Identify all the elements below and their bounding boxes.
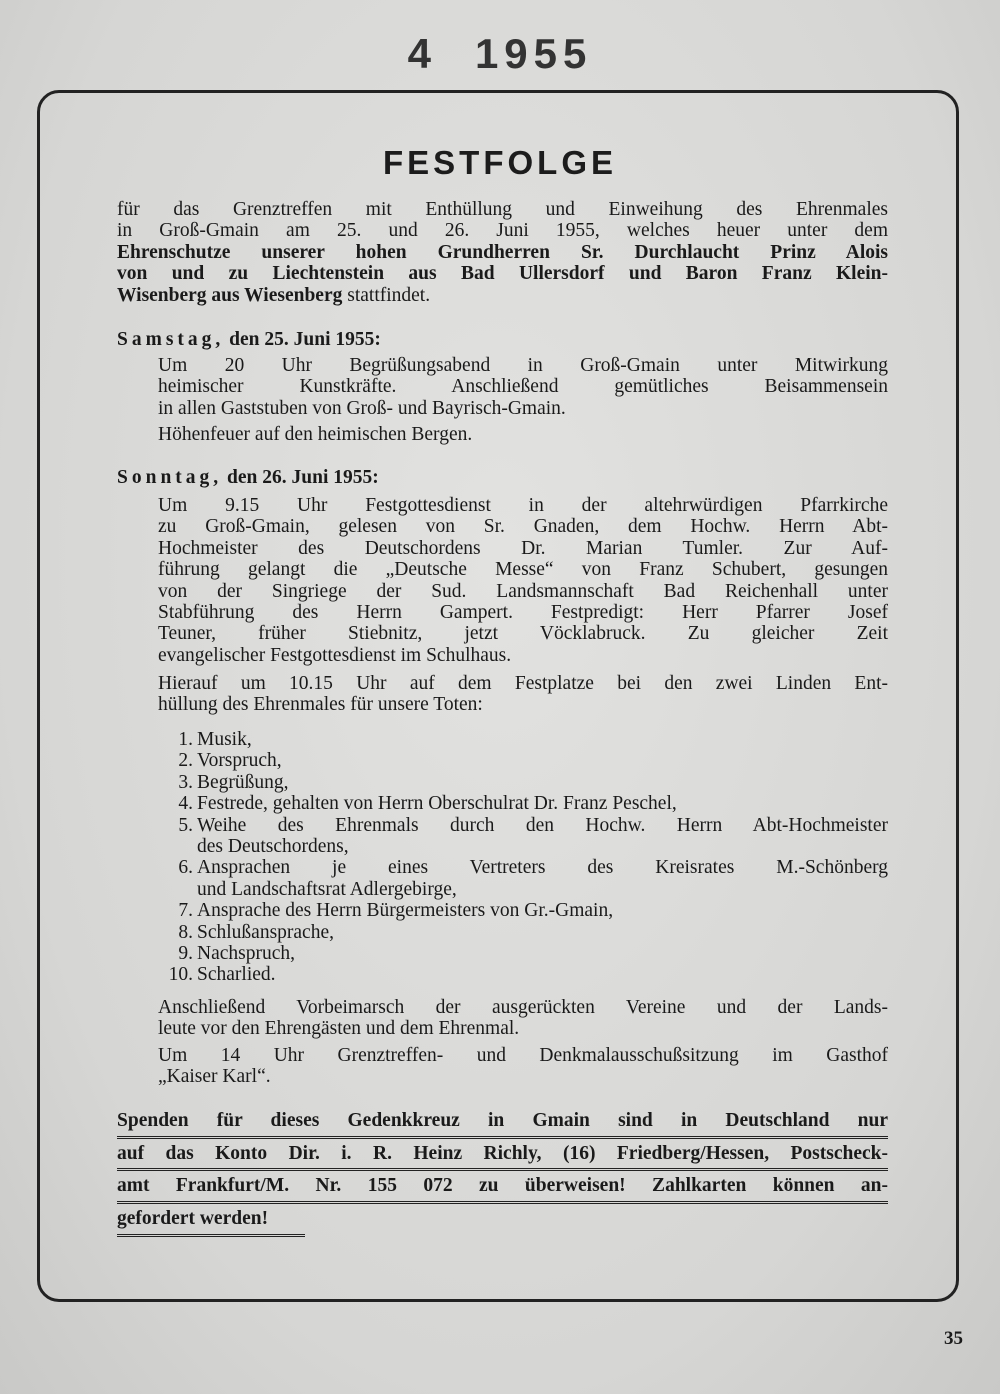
text: heimischer Kunstkräfte. Anschließend gemütliches Beisammensein <box>158 376 888 398</box>
text: Höhenfeuer auf den heimischen Bergen. <box>158 424 473 445</box>
text: Anschließend Vorbeimarsch der ausgerückten Vereine und der Lands- <box>158 997 888 1018</box>
text: zu Groß-Gmain, gelesen von Sr. Gnaden, dem Hochw. Herrn Abt- <box>158 516 888 538</box>
saturday-bonfire <box>158 424 888 445</box>
program-item-text: Festrede, gehalten von Herrn Oberschulrat Dr. Franz Peschel, <box>197 793 677 815</box>
program-item <box>165 729 888 750</box>
issue-header <box>0 30 1000 78</box>
sunday-heading: Sonntag, den 26. Juni 1955: <box>117 467 379 488</box>
saturday-heading: Samstag, den 25. Juni 1955: <box>117 329 381 350</box>
sunday-march-paragraph <box>158 997 888 1040</box>
text-line <box>117 199 888 220</box>
text-line <box>158 694 888 715</box>
text: „Kaiser Karl“. <box>158 1066 271 1088</box>
bold-text: von und zu Liechtenstein aus Bad Ullersdorf und Baron Franz Klein- <box>117 263 888 285</box>
program-item-text: Schlußansprache, <box>197 921 334 943</box>
sunday-meeting-paragraph <box>158 1045 888 1088</box>
text-line <box>117 285 888 306</box>
text: führung gelangt die „Deutsche Messe“ von Franz Schubert, gesungen <box>158 559 888 581</box>
program-item <box>165 900 888 921</box>
text: für das Grenztreffen mit Enthüllung und Einweihung des Ehrenmales <box>117 199 888 220</box>
text: von der Singriege der Sud. Landsmannschaft Bad Reichenhall unter <box>158 580 888 602</box>
bold-text: Wisenberg aus Wiesenberg <box>117 284 343 306</box>
program-item <box>165 943 888 964</box>
program-item-text: und Landschaftsrat Adlergebirge, <box>197 878 457 900</box>
text-line <box>158 538 888 559</box>
text-line <box>158 398 888 419</box>
text: in Groß-Gmain am 25. und 26. Juni 1955, welches heuer unter dem <box>117 220 888 242</box>
program-item-text: Nachspruch, <box>197 942 296 964</box>
text-line <box>158 559 888 580</box>
program-item-text: Vorspruch, <box>197 750 282 772</box>
text: in allen Gaststuben von Groß- und Bayrisch-Gmain. <box>158 397 566 419</box>
program-item <box>165 857 888 900</box>
text-line <box>158 1066 888 1087</box>
text: Um 9.15 Uhr Festgottesdienst in der altehrwürdigen Pfarrkirche <box>158 495 888 516</box>
donation-line: gefordert werden! <box>117 1204 305 1237</box>
text: Hierauf um 10.15 Uhr auf dem Festplatze bei den zwei Linden Ent- <box>158 673 888 694</box>
program-item-text: Scharlied. <box>197 964 276 986</box>
donation-line: amt Frankfurt/M. Nr. 155 072 zu überweisen! Zahlkarten können an- <box>117 1171 888 1204</box>
text: Stabführung des Herrn Gampert. Festpredigt: Herr Pfarrer Josef <box>158 601 888 623</box>
text-line <box>158 1018 888 1039</box>
sunday-mass-paragraph <box>158 495 888 666</box>
text-line <box>158 602 888 623</box>
program-item <box>165 793 888 814</box>
program-item <box>165 750 888 771</box>
program-item-number: 4. <box>178 793 193 815</box>
page-number: 35 <box>944 1328 963 1349</box>
text-line <box>158 1045 888 1066</box>
program-item-number: 2. <box>178 750 193 772</box>
program-item-text: Ansprachen je eines Vertreters des Kreisrates M.-Schönberg <box>197 857 888 879</box>
donation-line: Spenden für dieses Gedenkkreuz in Gmain sind in Deutschland nur <box>117 1106 888 1139</box>
text: evangelischer Festgottesdienst im Schulhaus. <box>158 644 512 666</box>
program-item <box>165 772 888 793</box>
bold-text: Ehrenschutze unserer hohen Grundherren Sr. Durchlaucht Prinz Alois <box>117 241 888 263</box>
text-line <box>117 263 888 284</box>
program-list <box>165 729 888 986</box>
donation-notice <box>117 1106 888 1237</box>
text: Hochmeister des Deutschordens Dr. Marian Tumler. Zur Auf- <box>158 537 888 559</box>
program-item-text: Musik, <box>197 729 252 750</box>
text: stattfindet. <box>342 284 431 306</box>
program-item-number: 10. <box>168 964 193 986</box>
text-line <box>158 645 888 666</box>
program-item-text: Begrüßung, <box>197 771 289 793</box>
program-item-number: 6. <box>178 857 193 879</box>
saturday-paragraph <box>158 355 888 419</box>
text: Teuner, früher Stiebnitz, jetzt Vöcklabruck. Zu gleicher Zeit <box>158 623 888 645</box>
text-line <box>117 242 888 263</box>
intro-paragraph <box>117 199 888 306</box>
sunday-unveiling-paragraph <box>158 673 888 716</box>
program-item-number: 9. <box>178 942 193 964</box>
program-item-number: 8. <box>178 921 193 943</box>
program-item <box>165 964 888 985</box>
text-line <box>158 623 888 644</box>
program-item-text: Weihe des Ehrenmals durch den Hochw. Herrn Abt-Hochmeister <box>197 814 888 836</box>
program-item-number: 3. <box>178 771 193 793</box>
issue-year: 1955 <box>474 30 593 77</box>
text-line <box>158 516 888 537</box>
program-item <box>165 922 888 943</box>
program-item-text: des Deutschordens, <box>197 835 349 857</box>
text: Um 14 Uhr Grenztreffen- und Denkmalausschußsitzung im Gasthof <box>158 1045 888 1066</box>
text: Um 20 Uhr Begrüßungsabend in Groß-Gmain unter Mitwirkung <box>158 355 888 376</box>
donation-line: auf das Konto Dir. i. R. Heinz Richly, (16) Friedberg/Hessen, Postscheck- <box>117 1139 888 1172</box>
program-item <box>165 815 888 858</box>
text-line <box>158 581 888 602</box>
text-line <box>158 495 888 516</box>
text-line <box>117 220 888 241</box>
issue-number: 4 <box>407 30 437 77</box>
program-item-number: 5. <box>178 814 193 836</box>
text-line <box>158 355 888 376</box>
text-line <box>158 376 888 397</box>
program-item-number: 1. <box>178 729 193 750</box>
text-line <box>158 997 888 1018</box>
text-line <box>158 673 888 694</box>
text: leute vor den Ehrengästen und dem Ehrenmal. <box>158 1018 520 1040</box>
page-title: FESTFOLGE <box>383 144 617 181</box>
program-item-text: Ansprache des Herrn Bürgermeisters von Gr.-Gmain, <box>197 900 614 922</box>
text: hüllung des Ehrenmales für unsere Toten: <box>158 694 483 716</box>
program-item-number: 7. <box>178 900 193 922</box>
text-line <box>158 424 888 445</box>
